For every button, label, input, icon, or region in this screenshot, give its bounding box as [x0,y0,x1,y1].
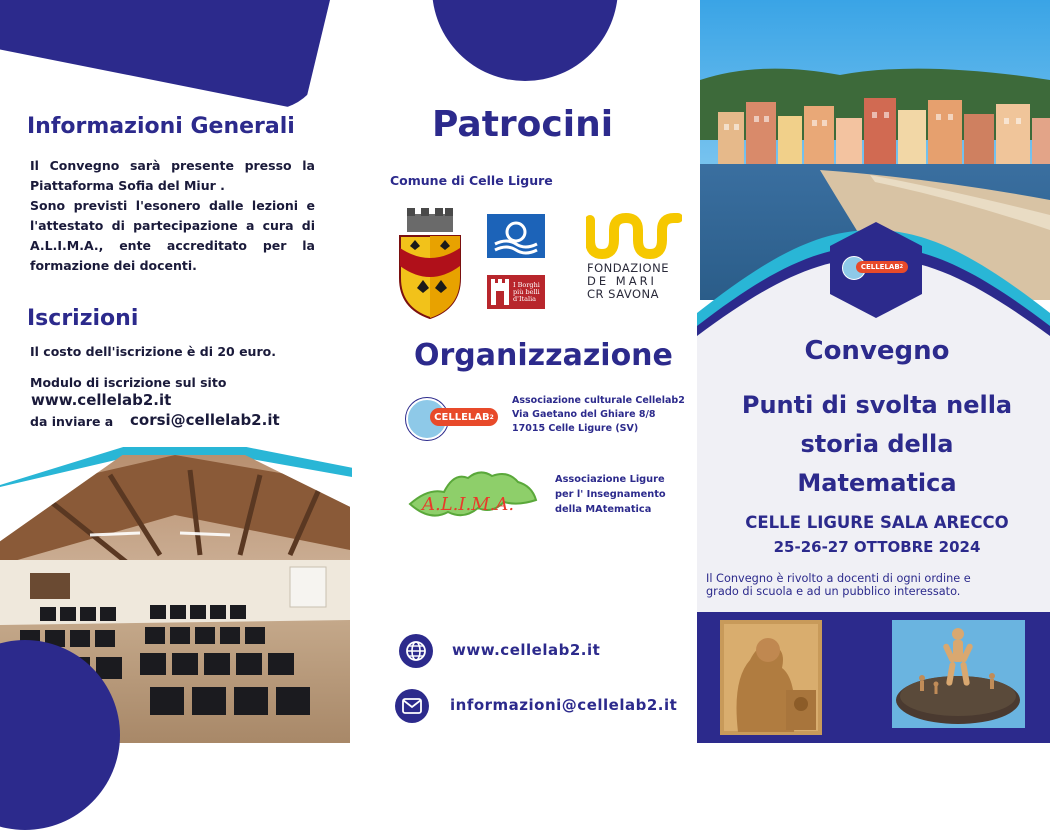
info-line: A.L.I.M.A., ente accreditato per la [30,238,315,253]
borghi-line: d'Italia [513,294,537,303]
subtitle-line: storia della [800,430,954,458]
audience-note [706,572,1042,598]
info-title: Informazioni Generali [27,114,295,139]
email-link[interactable]: corsi@cellelab2.it [130,411,280,429]
badge-logo-sup: 2 [899,264,904,270]
comune-label: Comune di Celle Ligure [390,173,553,188]
info-line: Sono previsti l'esonero dalle lezioni e [30,198,315,213]
location-text: CELLE LIGURE SALA ARECCO [745,513,1009,532]
iscrizioni-title: Iscrizioni [27,306,139,331]
assoc2-address [555,472,666,517]
note-line: Il Convegno è rivolto a docenti di ogni ordine e [706,572,971,585]
subtitle-line: Punti di svolta nella [741,391,1013,419]
badge-logo-text: CELLELAB [860,263,900,271]
blue-flag-logo [487,214,545,258]
borghi-logo [487,275,545,309]
celle-coat-of-arms-logo [395,208,465,320]
contact-site-link[interactable]: www.cellelab2.it [452,641,601,659]
cellelab-logo-sup: 2 [489,413,494,421]
info-paragraph [30,156,315,276]
badge-logo-label [856,261,908,273]
patrocini-title: Patrocini [432,104,614,145]
info-line: l'attestato di partecipazione a cura di [30,218,315,233]
organizzazione-title: Organizzazione [414,338,673,373]
site-link[interactable]: www.cellelab2.it [31,391,172,409]
assoc2-line: per l' Insegnamento [555,489,666,500]
borghi-line: più belli [513,287,540,296]
globe-icon [399,634,433,668]
fondazione-wave-logo [586,210,682,260]
send-to-text: da inviare a [30,414,114,429]
assoc2-line: della MAtematica [555,504,652,515]
alima-logo [408,464,538,530]
info-line: Il Convegno sarà presente presso la [30,158,315,173]
mannequin-sculpture-image [892,620,1025,728]
convegno-subtitle [697,386,1050,503]
convegno-title: Convegno [804,336,950,366]
fondazione-line: DE MARI [587,274,657,288]
cellelab-logo-label [430,408,498,426]
assoc2-line: Associazione Ligure [555,474,665,485]
contact-email-link[interactable]: informazioni@cellelab2.it [450,696,678,714]
modulo-text: Modulo di iscrizione sul sito [30,375,227,390]
cellelab-logo-text: CELLELAB [434,411,490,423]
mail-icon [395,689,429,723]
fondazione-text [587,262,669,301]
info-line: formazione dei docenti. [30,258,197,273]
assoc1-line: Associazione culturale Cellelab2 [512,395,685,406]
pythagoras-relief-image [720,620,822,735]
fondazione-line: CR SAVONA [587,287,660,301]
decorative-blob-top-left [0,0,330,110]
assoc1-line: 17015 Celle Ligure (SV) [512,423,639,434]
decorative-circle-top [432,0,618,81]
subtitle-line: Matematica [797,469,957,497]
fondazione-line: FONDAZIONE [587,261,669,275]
assoc1-address [512,394,685,436]
cellelab-logo [406,398,498,436]
badge-cellelab-logo [842,256,910,278]
assoc1-line: Via Gaetano del Ghiare 8/8 [512,409,656,420]
borghi-line: I Borghi [513,280,540,289]
alima-logo-text: A.L.I.M.A. [422,494,515,515]
info-line: Piattaforma Sofia del Miur . [30,178,225,193]
dates-text: 25-26-27 OTTOBRE 2024 [773,538,981,556]
note-line: grado di scuola e ad un pubblico interessato. [706,585,961,598]
cost-text: Il costo dell'iscrizione è di 20 euro. [30,344,276,359]
